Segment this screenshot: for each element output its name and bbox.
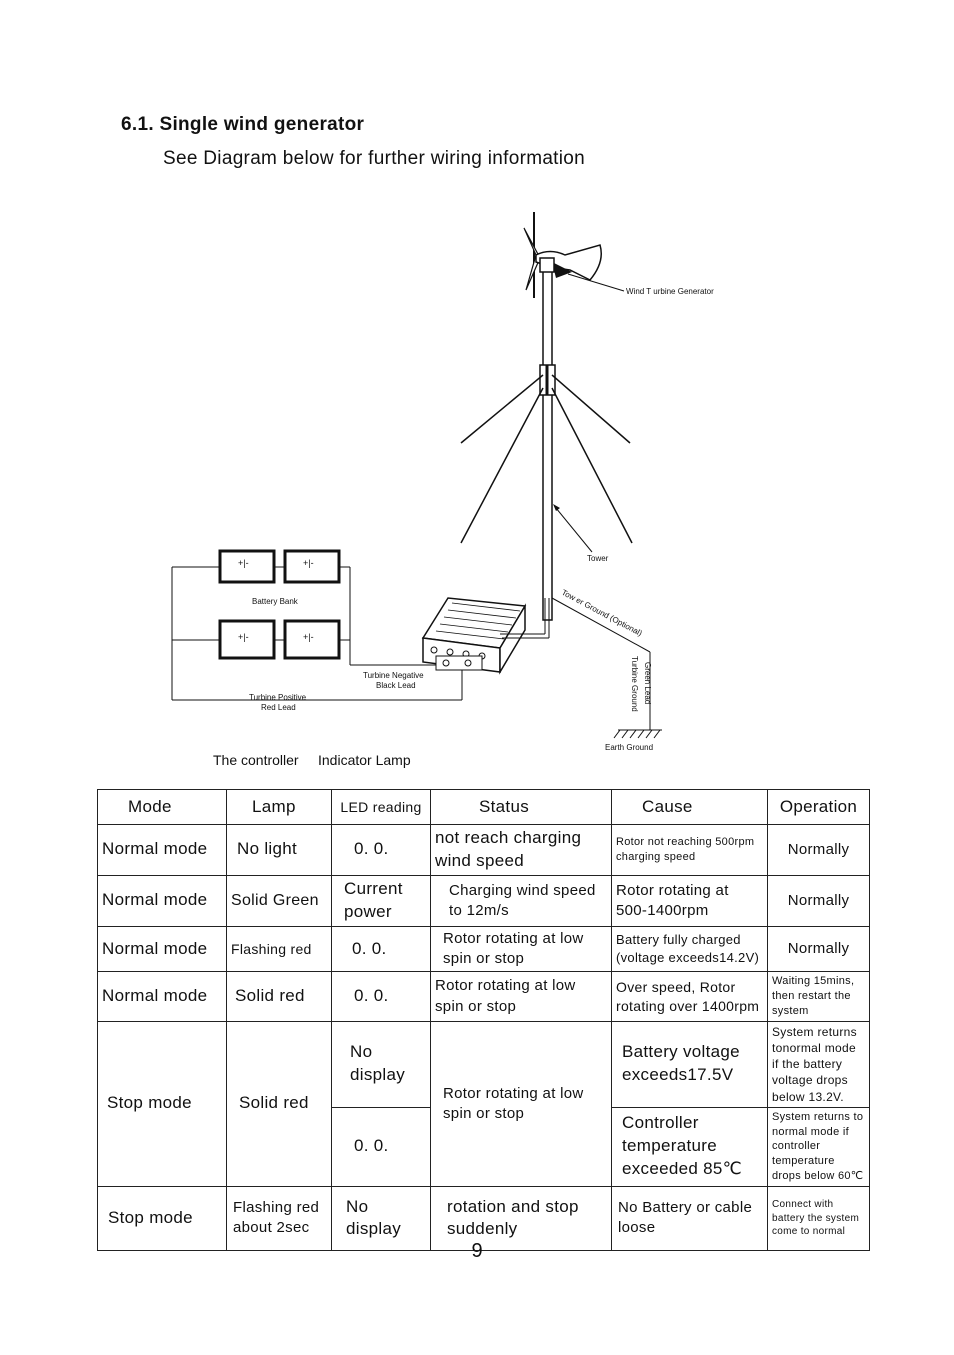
header-led-reading: LED reading bbox=[332, 790, 431, 825]
controller-box bbox=[423, 598, 525, 672]
label-red-lead: Red Lead bbox=[261, 703, 296, 712]
label-turbine-ground: Turbine Ground bbox=[630, 656, 639, 712]
row5-mode: Stop mode bbox=[98, 1021, 227, 1186]
row5-cause-a: Battery voltage exceeds17.5V bbox=[612, 1021, 768, 1107]
row5-cause-b: Controller temperature exceeded 85℃ bbox=[612, 1107, 768, 1186]
section-title: 6.1. Single wind generator bbox=[121, 114, 365, 135]
caption-controller: The controller bbox=[213, 752, 299, 768]
row1-mode: Normal mode bbox=[98, 825, 227, 876]
row5-operation-b: System returns to normal mode if controller temperature drops below 60℃ bbox=[768, 1107, 870, 1186]
wind-turbine-icon bbox=[524, 212, 601, 298]
caption-indicator-lamp: Indicator Lamp bbox=[318, 752, 411, 768]
row5-led-a: No display bbox=[332, 1021, 431, 1107]
battery-terminal-3: +|- bbox=[238, 632, 249, 642]
table-row bbox=[98, 875, 870, 926]
row6-cause: No Battery or cable loose bbox=[612, 1186, 768, 1250]
row2-status: Charging wind speed to 12m/s bbox=[431, 875, 612, 926]
row1-led: 0. 0. bbox=[332, 825, 431, 876]
page-number: 9 bbox=[471, 1240, 483, 1262]
row4-cause: Over speed, Rotor rotating over 1400rpm bbox=[612, 972, 768, 1022]
row6-mode: Stop mode bbox=[98, 1186, 227, 1250]
label-black-lead: Black Lead bbox=[376, 681, 416, 690]
row6-status: rotation and stop suddenly bbox=[431, 1186, 612, 1250]
label-tower-ground: Tow er Ground (Optional) bbox=[560, 587, 644, 638]
header-mode: Mode bbox=[98, 790, 227, 825]
header-status: Status bbox=[431, 790, 612, 825]
row1-cause: Rotor not reaching 500rpm charging speed bbox=[612, 825, 768, 876]
row5-led-b: 0. 0. bbox=[332, 1107, 431, 1186]
row1-status: not reach charging wind speed bbox=[431, 825, 612, 876]
row2-led: Current power bbox=[332, 875, 431, 926]
row1-operation: Normally bbox=[768, 825, 870, 876]
earth-ground-icon bbox=[614, 730, 662, 738]
table-row bbox=[98, 972, 870, 1022]
tower-pole bbox=[540, 270, 555, 620]
label-battery-bank: Battery Bank bbox=[252, 597, 298, 606]
battery-terminal-1: +|- bbox=[238, 558, 249, 568]
row4-operation: Waiting 15mins, then restart the system bbox=[768, 972, 870, 1022]
header-operation: Operation bbox=[768, 790, 870, 825]
row5-lamp: Solid red bbox=[227, 1021, 332, 1186]
row2-cause: Rotor rotating at 500-1400rpm bbox=[612, 875, 768, 926]
row5-operation-a: System returns tonormal mode if the battery voltage drops below 13.2V. bbox=[768, 1021, 870, 1107]
row2-operation: Normally bbox=[768, 875, 870, 926]
row6-lamp: Flashing red about 2sec bbox=[227, 1186, 332, 1250]
row6-led: No display bbox=[332, 1186, 431, 1250]
label-turbine-negative: Turbine Negative bbox=[363, 671, 424, 680]
row4-status: Rotor rotating at low spin or stop bbox=[431, 972, 612, 1022]
row3-status: Rotor rotating at low spin or stop bbox=[431, 926, 612, 972]
wiring-diagram bbox=[0, 200, 954, 760]
header-cause: Cause bbox=[612, 790, 768, 825]
table-row bbox=[98, 1021, 870, 1107]
row2-mode: Normal mode bbox=[98, 875, 227, 926]
row1-lamp: No light bbox=[227, 825, 332, 876]
label-turbine-positive: Turbine Positive bbox=[249, 693, 307, 702]
row3-operation: Normally bbox=[768, 926, 870, 972]
row3-led: 0. 0. bbox=[332, 926, 431, 972]
header-lamp: Lamp bbox=[227, 790, 332, 825]
label-green-lead: Green Lead bbox=[643, 662, 652, 705]
row4-led: 0. 0. bbox=[332, 972, 431, 1022]
battery-terminal-2: +|- bbox=[303, 558, 314, 568]
label-earth-ground: Earth Ground bbox=[605, 743, 654, 752]
row2-lamp: Solid Green bbox=[227, 875, 332, 926]
battery-terminal-4: +|- bbox=[303, 632, 314, 642]
row3-mode: Normal mode bbox=[98, 926, 227, 972]
row4-lamp: Solid red bbox=[227, 972, 332, 1022]
status-table bbox=[97, 789, 870, 1251]
row5-status: Rotor rotating at low spin or stop bbox=[431, 1021, 612, 1186]
row3-cause: Battery fully charged (voltage exceeds14.2V) bbox=[612, 926, 768, 972]
table-row bbox=[98, 825, 870, 876]
table-header-row bbox=[98, 790, 870, 825]
row3-lamp: Flashing red bbox=[227, 926, 332, 972]
row6-operation: Connect with battery the system come to normal bbox=[768, 1186, 870, 1250]
section-subtitle: See Diagram below for further wiring information bbox=[163, 148, 586, 169]
label-tower: Tower bbox=[587, 554, 609, 563]
row4-mode: Normal mode bbox=[98, 972, 227, 1022]
table-row bbox=[98, 926, 870, 972]
label-wind-turbine: Wind T urbine Generator bbox=[626, 287, 714, 296]
